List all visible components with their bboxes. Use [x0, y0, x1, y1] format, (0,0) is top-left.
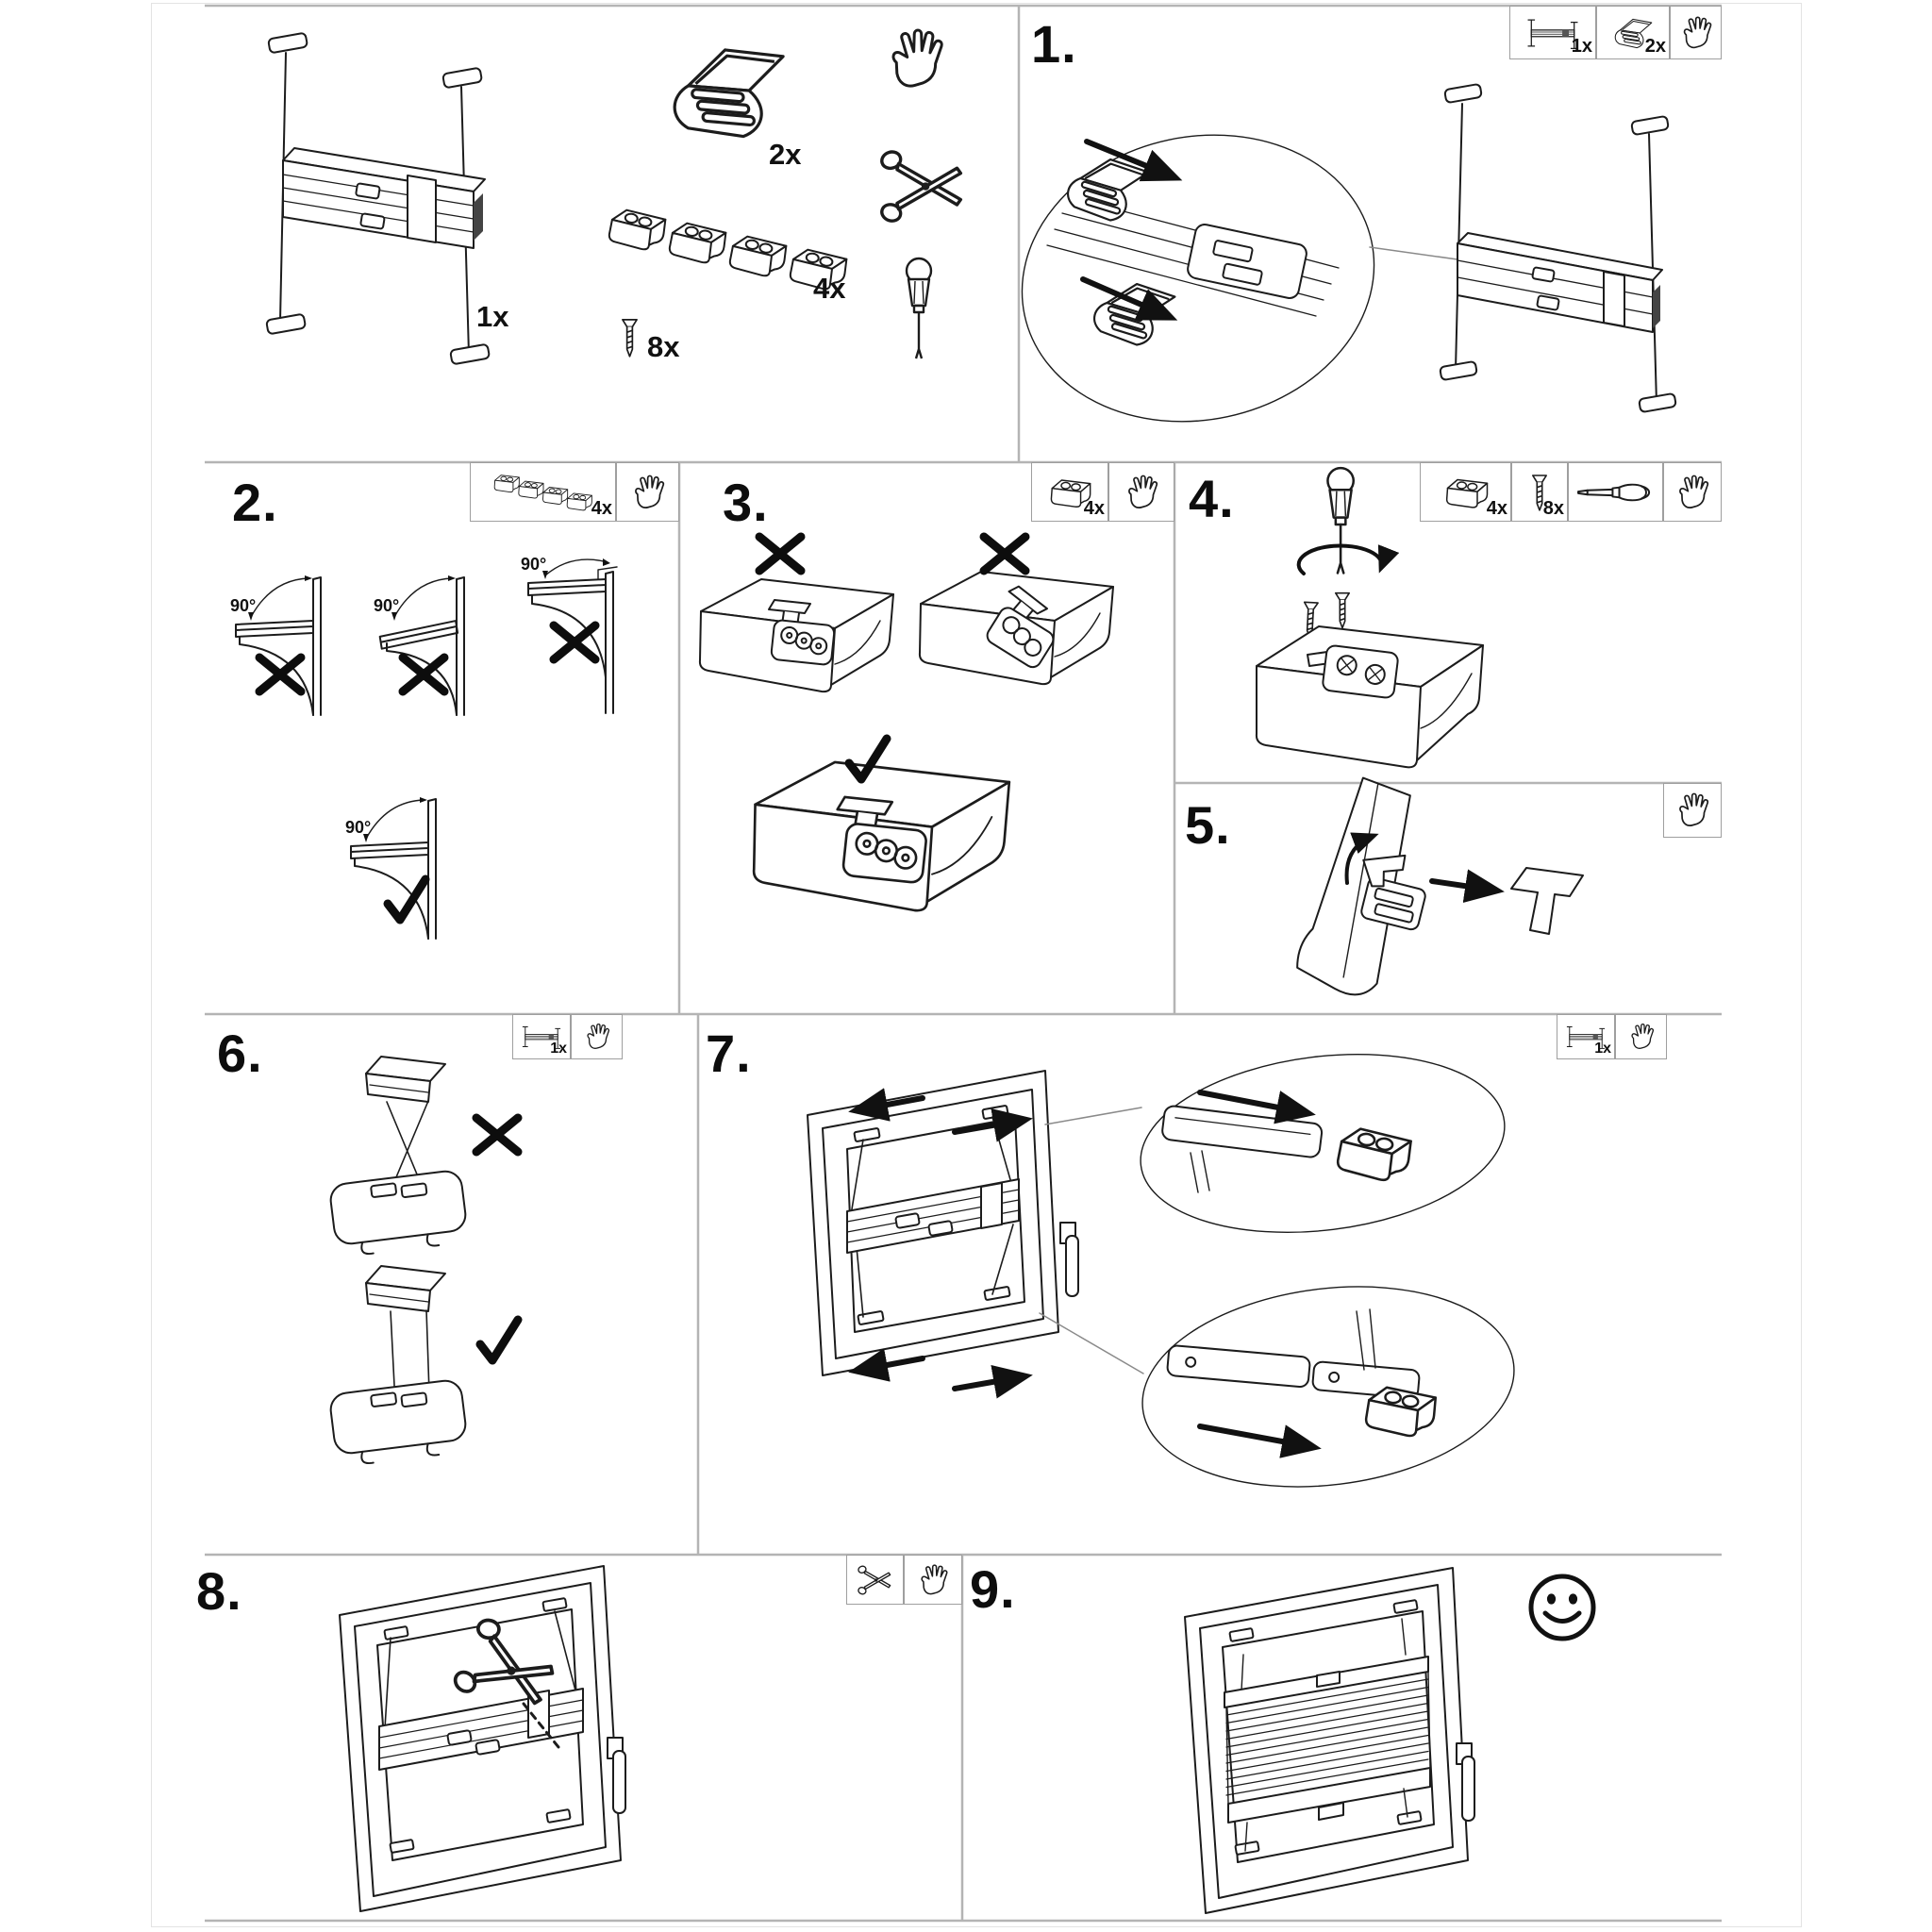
screw-icon	[1336, 593, 1349, 628]
x-mark-icon	[259, 658, 301, 691]
angle-label: 90°	[345, 818, 372, 837]
check-mark-icon	[388, 879, 425, 920]
panel-parts-overview	[205, 6, 1019, 462]
qty-label: 1x	[1571, 36, 1592, 57]
step7-header-hand	[1615, 1014, 1667, 1059]
step6-header-blind	[512, 1014, 571, 1059]
step7-header-blind	[1557, 1014, 1615, 1059]
step-4-number: 4.	[1189, 469, 1235, 528]
step8-header-hand	[904, 1555, 962, 1605]
clamp-qty-label: 2x	[769, 138, 802, 171]
step5-cover-removal-illustration	[1292, 774, 1583, 1001]
x-mark-icon	[759, 537, 801, 571]
step-3-number: 3.	[723, 473, 769, 532]
qty-label: 4x	[591, 498, 612, 519]
bracket-icon	[1441, 473, 1491, 512]
hand-icon	[582, 1022, 612, 1052]
step-6-number: 6.	[217, 1024, 263, 1083]
step1-header-hand	[1670, 6, 1722, 59]
qty-label: 1x	[1594, 1041, 1611, 1057]
angle-label: 90°	[521, 555, 547, 574]
screw-qty-label: 8x	[647, 330, 680, 363]
bracket-qty-label: 4x	[813, 272, 846, 305]
step-7-number: 7.	[706, 1024, 752, 1083]
step-2-number: 2.	[232, 473, 278, 532]
step1-header-clamp	[1596, 6, 1670, 59]
step1-detail-illustration	[995, 84, 1676, 454]
step4-header-bracket	[1420, 462, 1511, 522]
step2-angle-diagrams	[230, 555, 617, 939]
check-mark-icon	[480, 1320, 518, 1360]
step7-window-mounting-illustration	[808, 1035, 1525, 1507]
qty-label: 8x	[1542, 498, 1564, 519]
x-mark-icon	[554, 625, 595, 659]
step-9-number: 9.	[970, 1559, 1016, 1619]
step6-header-hand	[571, 1014, 623, 1059]
angle-label: 90°	[374, 596, 400, 615]
step-1-number: 1.	[1031, 14, 1077, 74]
bracket-chain-icon	[488, 472, 599, 513]
hand-icon	[915, 1562, 951, 1598]
x-mark-icon	[984, 537, 1025, 571]
step3-bracket-orientation-diagrams	[700, 537, 1113, 910]
x-mark-icon	[476, 1118, 518, 1152]
qty-label: 4x	[1486, 498, 1507, 519]
step-5-number: 5.	[1185, 795, 1231, 855]
step5-header-hand	[1663, 783, 1722, 838]
hand-icon	[1673, 791, 1712, 830]
step2-header-brackets	[470, 462, 616, 522]
screwdriver-icon	[1575, 477, 1657, 508]
blind-qty-label: 1x	[476, 300, 509, 333]
screwdriver-icon	[1327, 468, 1353, 573]
scissors-icon	[856, 1561, 895, 1599]
hand-icon	[628, 473, 668, 512]
step1-header-blind	[1509, 6, 1596, 59]
step3-header-hand	[1108, 462, 1174, 522]
hand-icon	[1122, 473, 1161, 512]
step2-header-hand	[616, 462, 679, 522]
smiley-icon	[1531, 1576, 1593, 1639]
qty-label: 4x	[1083, 498, 1105, 519]
hand-icon	[1677, 14, 1715, 52]
step4-header-hand	[1663, 462, 1722, 522]
bracket-icon	[1336, 1126, 1411, 1183]
step3-header-bracket	[1031, 462, 1108, 522]
step9-finished-blind-illustration	[1185, 1568, 1474, 1913]
angle-label: 90°	[230, 596, 257, 615]
step8-cord-cutting-illustration	[340, 1566, 625, 1911]
qty-label: 2x	[1644, 36, 1666, 57]
hand-icon	[1673, 473, 1712, 512]
step-8-number: 8.	[196, 1561, 242, 1621]
hand-icon	[1626, 1022, 1657, 1052]
step8-header-scissors	[846, 1555, 904, 1605]
step4-header-screwdriver	[1568, 462, 1663, 522]
step6-cord-routing-diagrams	[329, 1057, 518, 1467]
step4-header-screw	[1511, 462, 1568, 522]
qty-label: 1x	[550, 1041, 567, 1057]
x-mark-icon	[403, 658, 444, 691]
